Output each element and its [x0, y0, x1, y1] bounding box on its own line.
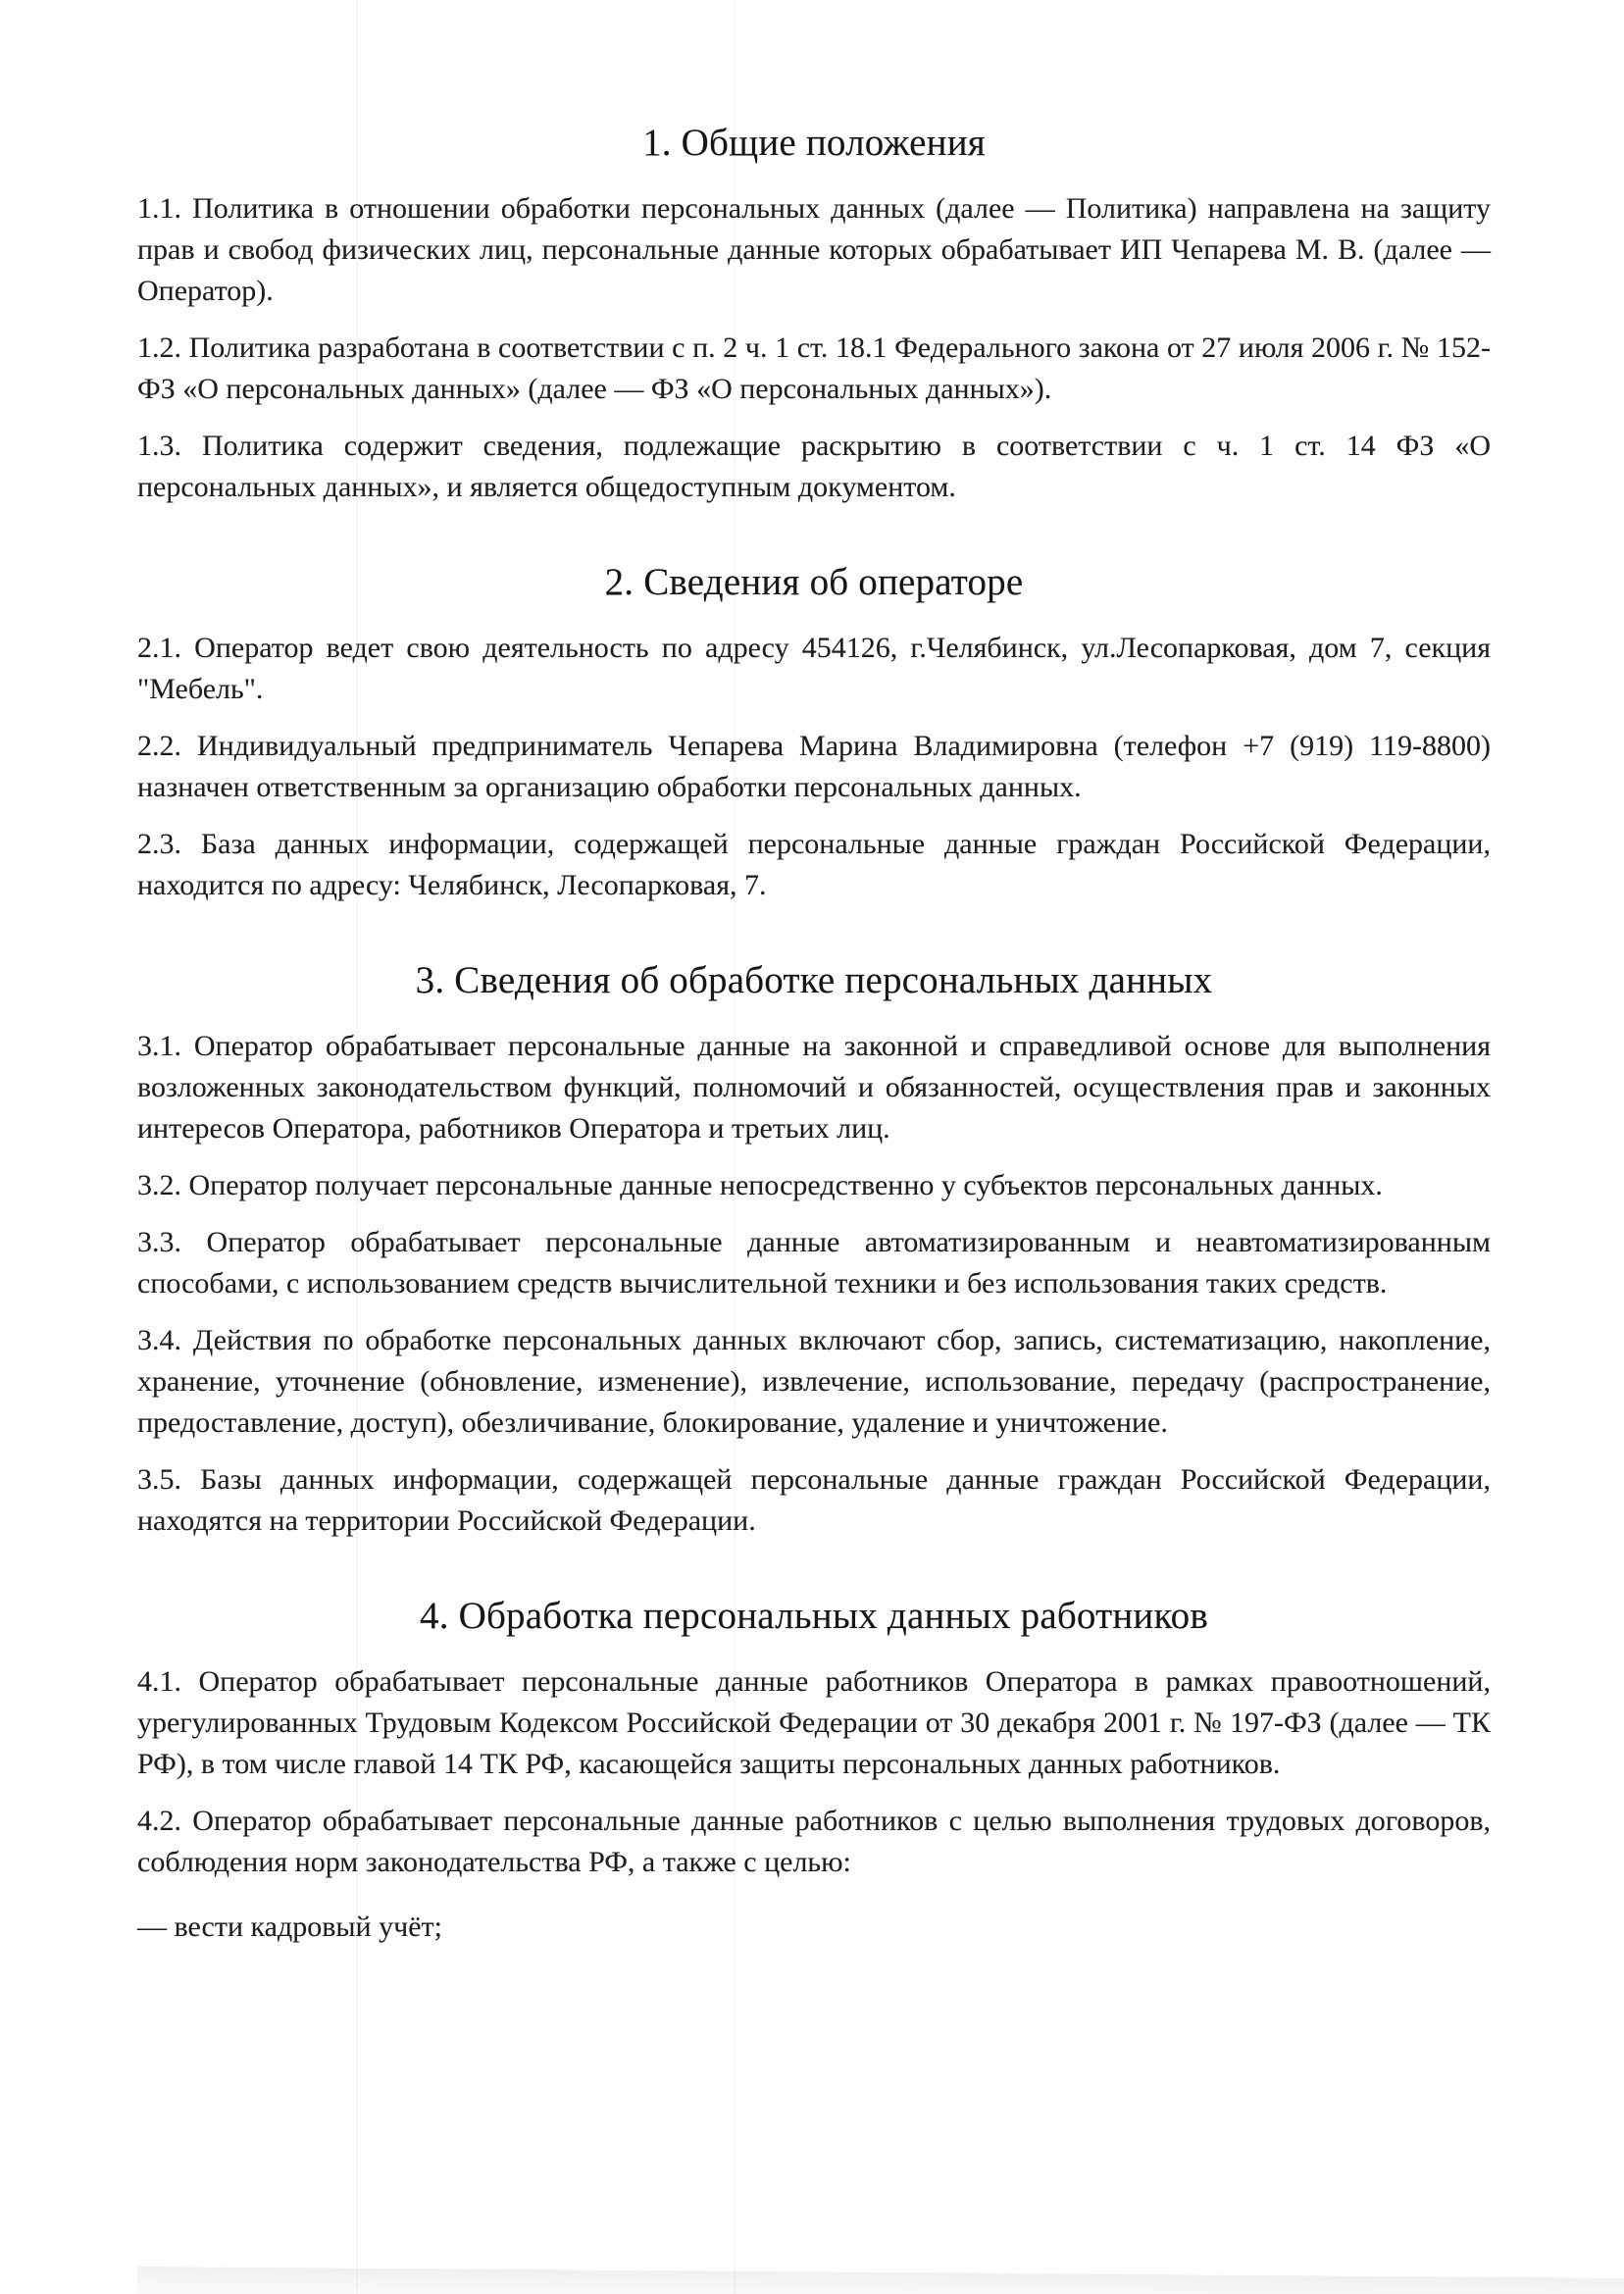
paragraph-3-4: 3.4. Действия по обработке персональных данных включают сбор, запись, систематизацию, накопление, хранение, уточнение (обновление, изменение), извлечение, использование, передачу (распространение, предоставление, доступ), обезличивание, блокирование, удаление и уничтожение. — [137, 1324, 1491, 1439]
section-heading-employee-data: 4. Обработка персональных данных работников — [420, 1595, 1208, 1637]
paragraph-3-1: 3.1. Оператор обрабатывает персональные данные на законной и справедливой основе для выполнения возложенных законодательством функций, полномочий и обязанностей, осуществления прав и законных интересов Оператора, работников Оператора и третьих лиц. — [137, 1030, 1491, 1145]
paragraph-3-2: 3.2. Оператор получает персональные данные непосредственно у субъектов персональных данных. — [137, 1169, 1383, 1201]
paragraph-1-3: 1.3. Политика содержит сведения, подлежащие раскрытию в соответствии с ч. 1 ст. 14 ФЗ «О персональных данных», и является общедоступным документом. — [137, 430, 1491, 503]
paragraph-3-3: 3.3. Оператор обрабатывает персональные данные автоматизированным и неавтоматизированным способами, с использованием средств вычислительной техники и без использования таких средств. — [137, 1226, 1491, 1300]
section-heading-operator-info: 2. Сведения об операторе — [604, 561, 1024, 603]
paragraph-2-3: 2.3. База данных информации, содержащей персональные данные граждан Российской Федерации, находится по адресу: Челябинск, Лесопарковая, 7. — [137, 828, 1491, 901]
paragraph-4-1: 4.1. Оператор обрабатывает персональные данные работников Оператора в рамках правоотношений, урегулированных Трудовым Кодексом Российской Федерации от 30 декабря 2001 г. № 197-ФЗ (далее — ТК РФ), в том числе главой 14 ТК РФ, касающейся защиты персональных данных работников. — [137, 1665, 1491, 1780]
paragraph-1-1: 1.1. Политика в отношении обработки персональных данных (далее — Политика) направлена на защиту прав и свобод физических лиц, персональные данные которых обрабатывает ИП Чепарева М. В. (далее — Оператор). — [137, 192, 1491, 307]
document-content — [137, 0, 1491, 1963]
paragraph-1-2: 1.2. Политика разработана в соответствии с п. 2 ч. 1 ст. 18.1 Федерального закона от 27 июля 2006 г. № 152-ФЗ «О персональных данных» (далее — ФЗ «О персональных данных»). — [137, 331, 1491, 405]
scan-artifact-bottom-edge — [137, 2267, 1624, 2294]
paragraph-2-2: 2.2. Индивидуальный предприниматель Чепарева Марина Владимировна (телефон +7 (919) 119-8800) назначен ответственным за организацию обработки персональных данных. — [137, 730, 1491, 803]
paragraph-2-1: 2.1. Оператор ведет свою деятельность по адресу 454126, г.Челябинск, ул.Лесопарковая, дом 7, секция "Мебель". — [137, 632, 1491, 705]
paragraph-3-5: 3.5. Базы данных информации, содержащей персональные данные граждан Российской Федерации, находятся на территории Российской Федерации. — [137, 1463, 1491, 1537]
paragraph-4-2: 4.2. Оператор обрабатывает персональные данные работников с целью выполнения трудовых договоров, соблюдения норм законодательства РФ, а также с целью: — [137, 1805, 1491, 1878]
section-heading-processing-info: 3. Сведения об обработке персональных данных — [415, 959, 1213, 1001]
list-item-hr-records: — вести кадровый учёт; — [137, 1911, 442, 1943]
section-heading-general-provisions: 1. Общие положения — [642, 122, 986, 164]
